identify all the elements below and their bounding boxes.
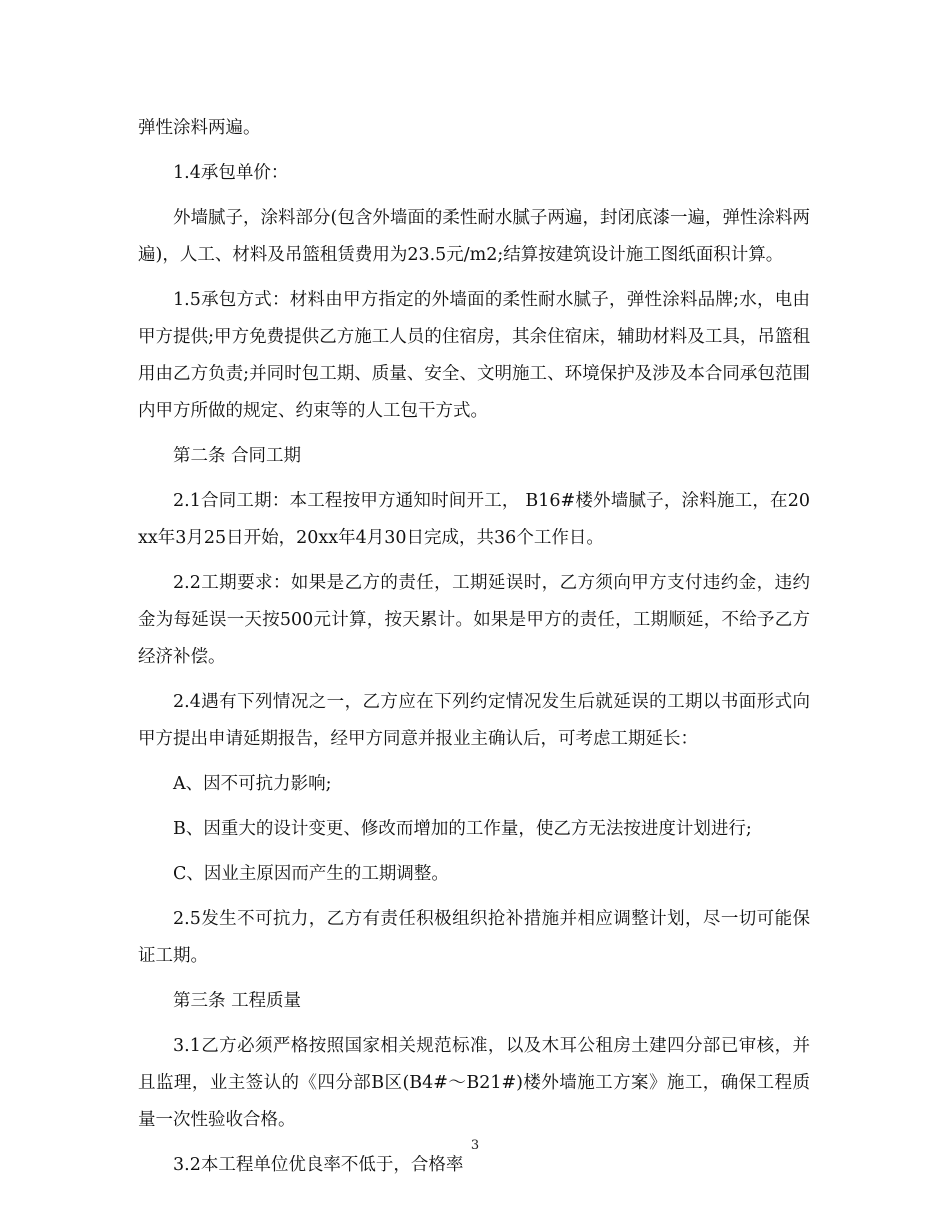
paragraph-1: 弹性涂料两遍。 (138, 118, 261, 138)
section-heading-3: 第三条 工程质量 (173, 991, 302, 1011)
list-item-c: C、因业主原因而产生的工期调整。 (173, 864, 449, 884)
paragraph-8: 2.4遇有下列情况之一，乙方应在下列约定情况发生后就延误的工期以书面形式向甲方提出申请延期报告，经甲方同意并报业主确认后，可考虑工期延长： (138, 692, 810, 749)
list-item-b: B、因重大的设计变更、修改而增加的工作量，使乙方无法按进度计划进行; (173, 819, 752, 839)
paragraph-7: 2.2工期要求：如果是乙方的责任，工期延误时，乙方须向甲方支付违约金，违约金为每延误一天按500元计算，按天累计。如果是甲方的责任，工期顺延，不给予乙方经济补偿。 (138, 573, 810, 667)
paragraph-3: 外墙腻子，涂料部分(包含外墙面的柔性耐水腻子两遍，封闭底漆一遍，弹性涂料两遍)，人工、材料及吊篮租赁费用为23.5元/m2;结算按建筑设计施工图纸面积计算。 (138, 208, 810, 265)
paragraph-6: 2.1合同工期：本工程按甲方通知时间开工， B16#楼外墙腻子，涂料施工，在20xx年3月25日开始，20xx年4月30日完成，共36个工作日。 (138, 491, 810, 548)
page-number: 3 (470, 1138, 480, 1153)
document-body (138, 110, 810, 1192)
section-heading-2: 第二条 合同工期 (173, 446, 302, 466)
list-item-a: A、因不可抗力影响; (173, 774, 332, 794)
paragraph-14: 3.1乙方必须严格按照国家相关规范标准，以及木耳公租房土建四分部已审核，并且监理，业主签认的《四分部B区(B4#～B21#)楼外墙施工方案》施工，确保工程质量一次性验收合格。 (138, 1036, 810, 1130)
paragraph-15: 3.2本工程单位优良率不低于，合格率 (173, 1155, 464, 1175)
paragraph-2: 1.4承包单价： (173, 163, 289, 183)
paragraph-12: 2.5发生不可抗力，乙方有责任积极组织抢补措施并相应调整计划，尽一切可能保证工期。 (138, 909, 810, 966)
paragraph-4: 1.5承包方式：材料由甲方指定的外墙面的柔性耐水腻子，弹性涂料品牌;水，电由甲方提供;甲方免费提供乙方施工人员的住宿房，其余住宿床，辅助材料及工具，吊篮租用由乙方负责;并同时包工期、质量、安全、文明施工、环境保护及涉及本合同承包范围内甲方所做的规定、约束等的人工包干方式。 (138, 290, 810, 421)
